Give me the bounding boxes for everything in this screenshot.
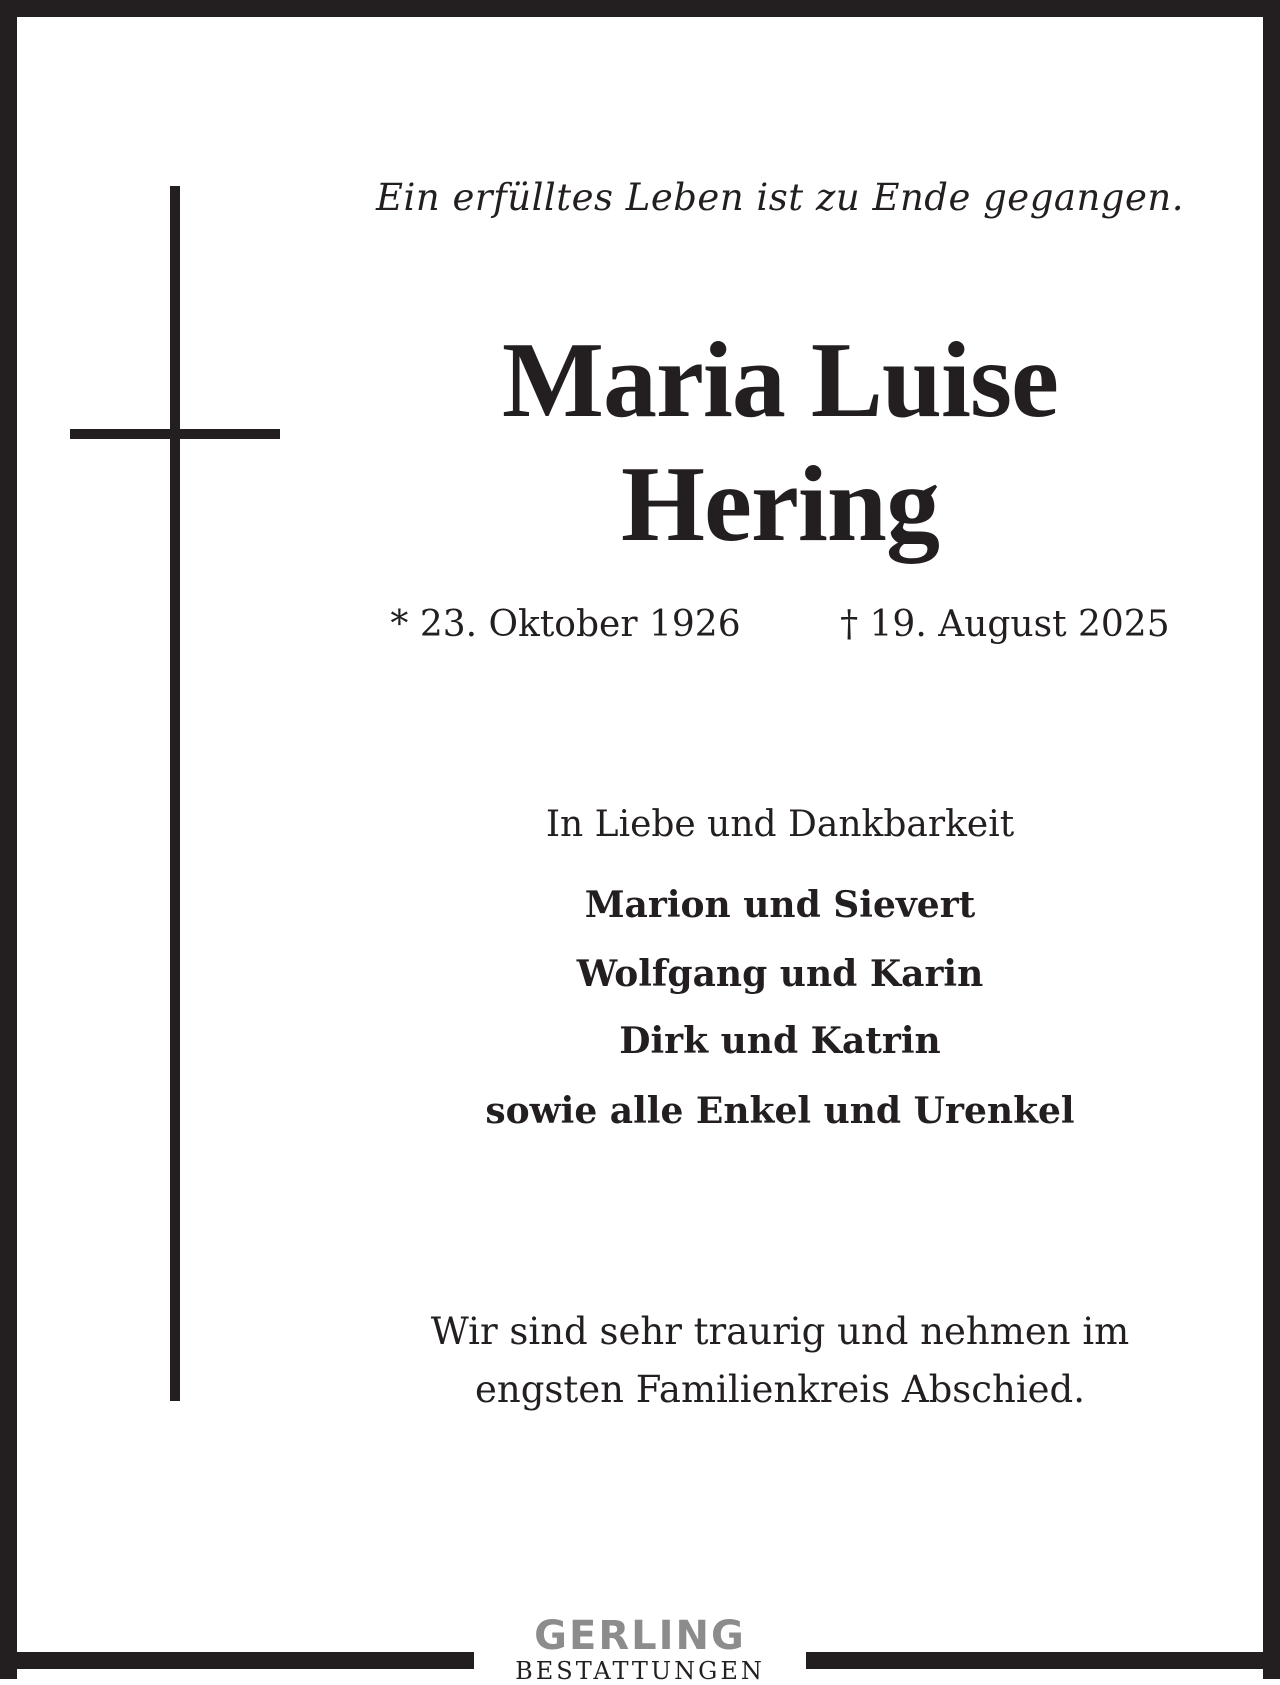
family-line: Dirk und Katrin <box>619 1020 941 1062</box>
motto: Ein erfülltes Leben ist zu Ende gegangen. <box>376 176 1184 219</box>
closing-text <box>330 1303 1230 1419</box>
birth-date: * 23. Oktober 1926 <box>390 604 741 645</box>
family-line: sowie alle Enkel und Urenkel <box>485 1090 1075 1132</box>
bottom-rule-left <box>0 1652 474 1669</box>
deceased-name-first: Maria Luise <box>502 321 1058 440</box>
closing-line: engsten Familienkreis Abschied. <box>475 1368 1085 1411</box>
thanks-line: In Liebe und Dankbarkeit <box>545 804 1015 845</box>
cross-horizontal-bar <box>70 429 280 439</box>
closing-line: Wir sind sehr traurig und nehmen im <box>430 1310 1130 1353</box>
death-date: † 19. August 2025 <box>840 604 1170 645</box>
family-line: Marion und Sievert <box>584 884 976 926</box>
bottom-rule-right <box>806 1652 1280 1669</box>
funeral-home-logo <box>474 1613 806 1685</box>
logo-subtitle: BESTATTUNGEN <box>515 1657 765 1685</box>
deceased-name-last: Hering <box>621 445 939 564</box>
cross-vertical-bar <box>170 186 180 1401</box>
life-dates <box>330 604 1230 645</box>
logo-wordmark: GERLING <box>534 1613 746 1659</box>
family-line: Wolfgang und Karin <box>576 953 984 995</box>
